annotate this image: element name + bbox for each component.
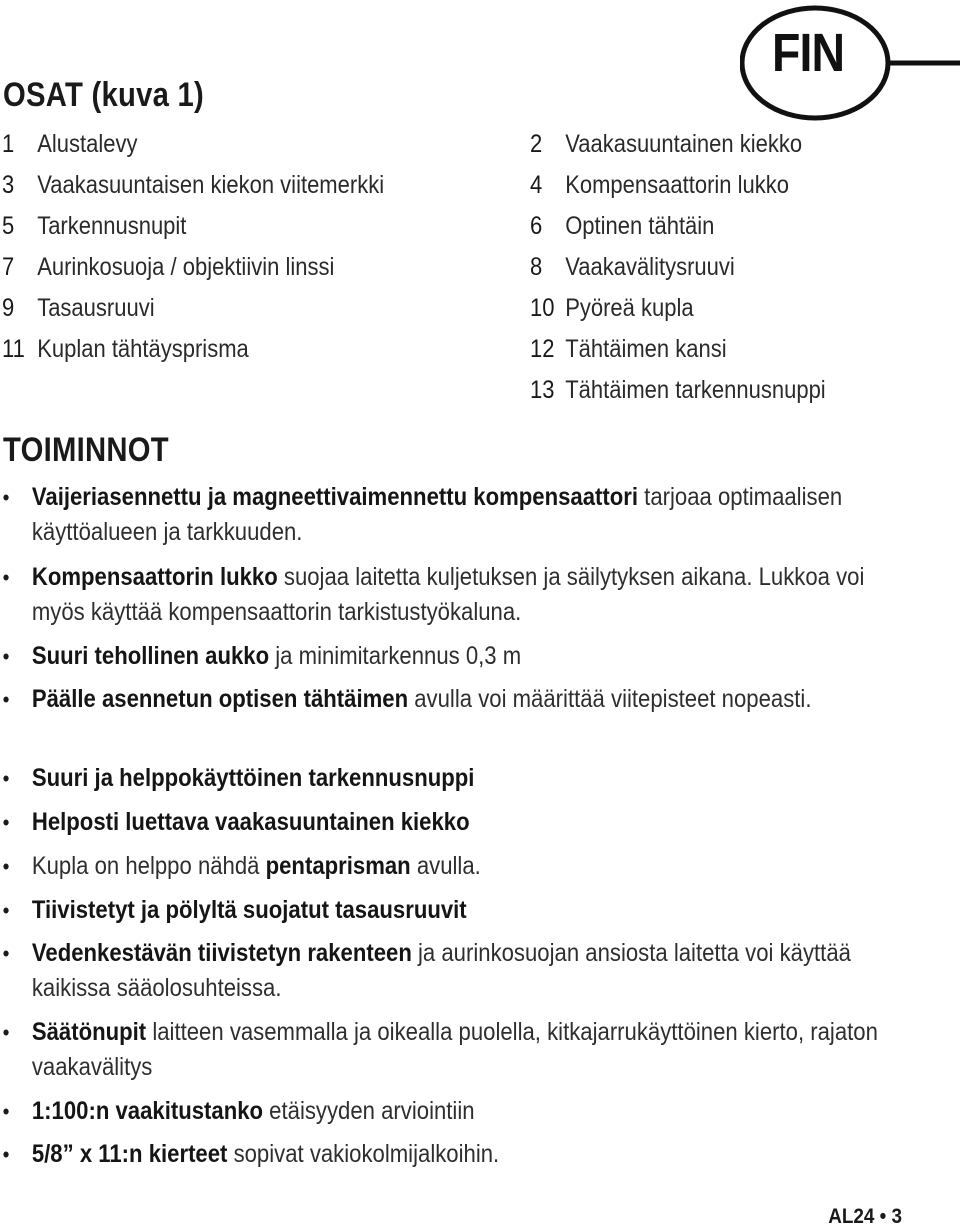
bullet-icon: •	[2, 1099, 10, 1124]
feature-text	[32, 480, 903, 550]
part-name: Tähtäimen kansi	[565, 335, 727, 363]
part-number: 2	[530, 130, 543, 158]
feature-text-bold: pentaprisman	[265, 852, 411, 880]
feature-text-bold: 5/8” x 11:n kierteet	[31, 1140, 228, 1168]
bullet-icon: •	[2, 1020, 10, 1045]
language-badge-label: FIN	[772, 23, 845, 83]
feature-item	[0, 560, 903, 630]
part-name: Tasausruuvi	[37, 294, 155, 322]
part-item	[2, 169, 384, 210]
part-name: Kompensaattorin lukko	[565, 171, 789, 199]
feature-text-bold: Suuri tehollinen aukko	[31, 642, 270, 670]
part-item	[530, 128, 826, 169]
page-footer: AL24 • 3	[828, 1205, 902, 1228]
feature-item	[0, 639, 903, 674]
bullet-icon: •	[2, 766, 10, 791]
feature-text-bold: Helposti luettava vaakasuuntainen kiekko	[31, 808, 470, 836]
feature-text	[32, 1137, 903, 1172]
feature-item	[0, 805, 903, 840]
part-number: 1	[2, 130, 15, 158]
feature-text-bold: Päälle asennetun optisen tähtäimen	[31, 685, 409, 713]
feature-item	[0, 1015, 903, 1085]
feature-text-rest: suojaa laitetta kuljetuksen ja säilytyksen aikana. Lukkoa voi myös käyttää kompensaattorin tarkistustyökaluna.	[31, 563, 865, 626]
feature-text-bold: Säätönupit	[31, 1018, 147, 1046]
part-name: Tähtäimen tarkennusnuppi	[565, 376, 826, 404]
part-number: 5	[2, 212, 15, 240]
parts-list-right	[530, 128, 866, 415]
part-item	[2, 128, 384, 169]
bullet-icon: •	[2, 1142, 10, 1167]
part-item	[530, 169, 826, 210]
part-item	[2, 333, 384, 374]
part-number: 10	[530, 294, 555, 322]
bullet-icon: •	[2, 644, 10, 669]
feature-text-rest: avulla.	[410, 852, 481, 880]
feature-text	[32, 849, 903, 884]
part-number: 13	[530, 376, 555, 404]
feature-item	[0, 682, 903, 717]
feature-text	[32, 936, 903, 1006]
part-name: Vaakasuuntainen kiekko	[565, 130, 803, 158]
feature-text	[32, 805, 903, 840]
feature-text-rest: ja minimitarkennus 0,3 m	[269, 642, 522, 670]
feature-text-rest: tarjoaa optimaalisen käyttöalueen ja tarkkuuden.	[31, 483, 843, 546]
part-item	[530, 210, 826, 251]
feature-text	[32, 1094, 903, 1129]
feature-item	[0, 936, 903, 1006]
part-number: 4	[530, 171, 543, 199]
feature-text	[32, 761, 903, 796]
feature-item	[0, 761, 903, 796]
bullet-icon: •	[2, 565, 10, 590]
bullet-icon: •	[2, 687, 10, 712]
part-item	[530, 251, 826, 292]
bullet-icon: •	[2, 854, 10, 879]
feature-text-pre: Kupla on helppo nähdä	[31, 852, 266, 880]
part-number: 11	[2, 335, 25, 363]
part-item	[2, 251, 384, 292]
parts-section-title: OSAT (kuva 1)	[3, 76, 205, 114]
bullet-icon: •	[2, 485, 10, 510]
feature-text	[32, 560, 903, 630]
feature-text-bold: Suuri ja helppokäyttöinen tarkennusnuppi	[31, 764, 475, 792]
feature-text-rest: laitteen vasemmalla ja oikealla puolella, kitkajarrukäyttöinen kierto, rajaton vaakavälitys	[31, 1018, 878, 1081]
feature-item	[0, 480, 903, 550]
feature-text-bold: Vedenkestävän tiivistetyn rakenteen	[31, 939, 412, 967]
feature-text	[32, 682, 903, 717]
part-name: Optinen tähtäin	[565, 212, 715, 240]
feature-text	[32, 1015, 903, 1085]
part-item	[530, 292, 826, 333]
feature-text-rest: avulla voi määrittää viitepisteet nopeasti.	[408, 685, 812, 713]
feature-text	[32, 893, 903, 928]
feature-item	[0, 1137, 903, 1172]
bullet-icon: •	[2, 810, 10, 835]
feature-text-bold: Kompensaattorin lukko	[31, 563, 278, 591]
parts-list-left	[2, 128, 436, 374]
part-name: Pyöreä kupla	[565, 294, 694, 322]
part-name: Tarkennusnupit	[37, 212, 187, 240]
part-name: Vaakavälitysruuvi	[565, 253, 735, 281]
part-number: 3	[2, 171, 15, 199]
part-number: 6	[530, 212, 543, 240]
part-number: 7	[2, 253, 15, 281]
part-item	[2, 210, 384, 251]
bullet-icon: •	[2, 941, 10, 966]
part-name: Vaakasuuntaisen kiekon viitemerkki	[37, 171, 385, 199]
feature-text-rest: ja aurinkosuojan ansiosta laitetta voi käyttää kaikissa sääolosuhteissa.	[31, 939, 851, 1002]
part-name: Aurinkosuoja / objektiivin linssi	[37, 253, 335, 281]
feature-item	[0, 1094, 903, 1129]
part-name: Kuplan tähtäysprisma	[37, 335, 249, 363]
part-item	[530, 374, 826, 415]
feature-text-rest: sopivat vakiokolmijalkoihin.	[227, 1140, 500, 1168]
feature-text-bold: Tiivistetyt ja pölyltä suojatut tasausruuvit	[31, 896, 467, 924]
feature-item	[0, 893, 903, 928]
features-section-title: TOIMINNOT	[3, 431, 169, 469]
part-item	[2, 292, 384, 333]
feature-text	[32, 639, 903, 674]
part-number: 8	[530, 253, 543, 281]
feature-text-bold: Vaijeriasennettu ja magneettivaimennettu kompensaattori	[31, 483, 639, 511]
part-item	[530, 333, 826, 374]
feature-item	[0, 849, 903, 884]
feature-text-bold: 1:100:n vaakitustanko	[31, 1097, 264, 1125]
part-number: 9	[2, 294, 15, 322]
feature-text-rest: etäisyyden arviointiin	[263, 1097, 475, 1125]
part-number: 12	[530, 335, 555, 363]
part-name: Alustalevy	[37, 130, 138, 158]
bullet-icon: •	[2, 898, 10, 923]
